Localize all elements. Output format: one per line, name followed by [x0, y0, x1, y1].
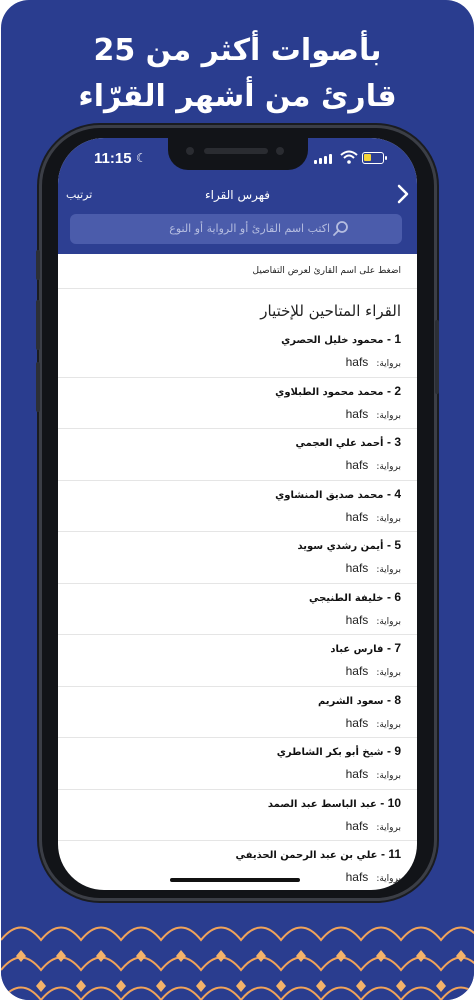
reciter-name-text: محمد صديق المنشاوي: [275, 489, 384, 501]
list-item[interactable]: [58, 481, 417, 533]
reciter-number: 5 -: [386, 538, 401, 552]
reciter-name: [318, 693, 401, 707]
promo-headline-line2: قارئ من أشهر القرّاء: [78, 79, 397, 114]
list-item[interactable]: [58, 790, 417, 842]
list-item[interactable]: [58, 429, 417, 481]
reciter-name: [281, 332, 401, 346]
phone-volume-down-button: [36, 362, 40, 412]
riwaya-value: hafs: [345, 870, 369, 884]
search-placeholder: اكتب اسم القارئ أو الرواية أو النوع: [169, 222, 330, 235]
battery-nub: [385, 156, 387, 160]
phone-notch: [168, 138, 308, 170]
reciter-name-text: شيخ أبو بكر الشاطري: [276, 747, 384, 758]
reciter-number: 9 -: [386, 744, 401, 758]
riwaya-line: [346, 355, 401, 369]
moon-icon: ☾: [136, 151, 147, 165]
riwaya-line: [346, 407, 401, 421]
riwaya-value: hafs: [345, 458, 369, 472]
list-item[interactable]: [58, 532, 417, 584]
app-screen: [58, 138, 417, 890]
reciter-name-text: محمد محمود الطبلاوي: [275, 386, 384, 398]
riwaya-label: برواية:: [376, 771, 401, 781]
promo-headline-line1: بأصوات أكثر من 25: [93, 33, 382, 68]
riwaya-label: برواية:: [376, 359, 401, 369]
wifi-icon: [340, 150, 358, 164]
riwaya-label: برواية:: [376, 668, 401, 678]
reciter-name-text: أحمد علي العجمي: [295, 438, 384, 449]
reciter-name: [297, 538, 401, 552]
search-input[interactable]: [70, 214, 402, 244]
riwaya-line: [346, 561, 401, 575]
reciter-name: [275, 384, 401, 398]
list-item[interactable]: [58, 738, 417, 790]
reciter-number: 3 -: [386, 435, 401, 449]
riwaya-label: برواية:: [376, 822, 401, 833]
list-item[interactable]: [58, 584, 417, 636]
home-indicator[interactable]: [170, 878, 300, 882]
reciter-number: 8 -: [386, 692, 401, 707]
riwaya-line: [346, 664, 401, 678]
riwaya-value: hafs: [345, 664, 369, 678]
page-title: فهرس القراء: [204, 188, 270, 202]
riwaya-value: hafs: [345, 561, 369, 575]
promo-headline: [1, 28, 474, 120]
phone-power-button: [435, 320, 439, 394]
reciter-name: [268, 796, 401, 810]
riwaya-label: برواية:: [376, 616, 401, 627]
reciter-number: 6 -: [386, 589, 401, 604]
reciter-number: 2 -: [386, 383, 401, 398]
divider: [58, 288, 417, 289]
riwaya-line: [346, 458, 401, 472]
list-item[interactable]: [58, 635, 417, 687]
reciter-name-text: أيمن رشدي سويد: [297, 541, 384, 552]
reciter-number: 10 -: [380, 795, 401, 810]
riwaya-label: برواية:: [376, 874, 401, 884]
reciter-name: [309, 590, 401, 604]
status-time: 11:15: [94, 150, 132, 167]
phone-side-button: [36, 250, 40, 280]
riwaya-value: hafs: [345, 612, 369, 627]
reciter-number: 1 -: [386, 332, 401, 346]
app-header: [58, 138, 417, 254]
reciter-number: 11 -: [380, 847, 401, 861]
riwaya-line: [346, 767, 401, 781]
reciter-name-text: عبد الباسط عبد الصمد: [267, 798, 377, 810]
battery-level: [364, 154, 371, 161]
list-item[interactable]: [58, 378, 417, 430]
reciter-list: [58, 326, 417, 890]
riwaya-value: hafs: [345, 818, 369, 833]
reciter-name: [330, 641, 401, 655]
reciter-name-text: علي بن عبد الرحمن الحذيفي: [235, 850, 378, 861]
reciter-name-text: خليفة الطنيجي: [308, 592, 384, 604]
reciter-name: [277, 744, 401, 758]
camera-icon: [186, 147, 194, 155]
battery-icon: [362, 152, 384, 164]
list-item[interactable]: [58, 841, 417, 890]
riwaya-value: hafs: [345, 355, 369, 369]
riwaya-label: برواية:: [376, 513, 401, 524]
riwaya-label: برواية:: [376, 410, 401, 421]
riwaya-label: برواية:: [376, 462, 401, 472]
riwaya-value: hafs: [345, 509, 369, 524]
riwaya-line: [346, 870, 401, 884]
riwaya-value: hafs: [345, 715, 369, 730]
decorative-pattern: [1, 910, 474, 1000]
riwaya-line: [346, 819, 401, 833]
section-title: القراء المتاحين للإختيار: [260, 302, 401, 320]
reciter-name-text: سعود الشريم: [317, 695, 384, 707]
list-item[interactable]: [58, 687, 417, 739]
list-item[interactable]: [58, 326, 417, 378]
speaker-grille: [204, 148, 268, 154]
sort-button[interactable]: ترتيب: [66, 188, 93, 201]
riwaya-label: برواية:: [376, 565, 401, 575]
riwaya-line: [346, 510, 401, 524]
signal-icon: [314, 154, 332, 164]
reciter-number: 4 -: [386, 486, 401, 501]
reciter-name-text: محمود خليل الحصري: [281, 335, 384, 346]
riwaya-label: برواية:: [376, 719, 401, 730]
riwaya-value: hafs: [345, 767, 369, 781]
riwaya-line: [346, 613, 401, 627]
sensor-icon: [276, 147, 284, 155]
phone-volume-up-button: [36, 300, 40, 350]
search-icon: [332, 220, 350, 238]
hint-text: اضغط على اسم القارئ لعرض التفاصيل: [252, 266, 401, 276]
reciter-name: [236, 847, 401, 861]
reciter-name: [275, 487, 401, 501]
chevron-right-icon[interactable]: [395, 184, 411, 204]
riwaya-line: [346, 716, 401, 730]
riwaya-value: hafs: [345, 406, 369, 421]
reciter-name: [296, 435, 401, 449]
reciter-number: 7 -: [386, 641, 401, 655]
reciter-name-text: فارس عباد: [330, 644, 384, 655]
